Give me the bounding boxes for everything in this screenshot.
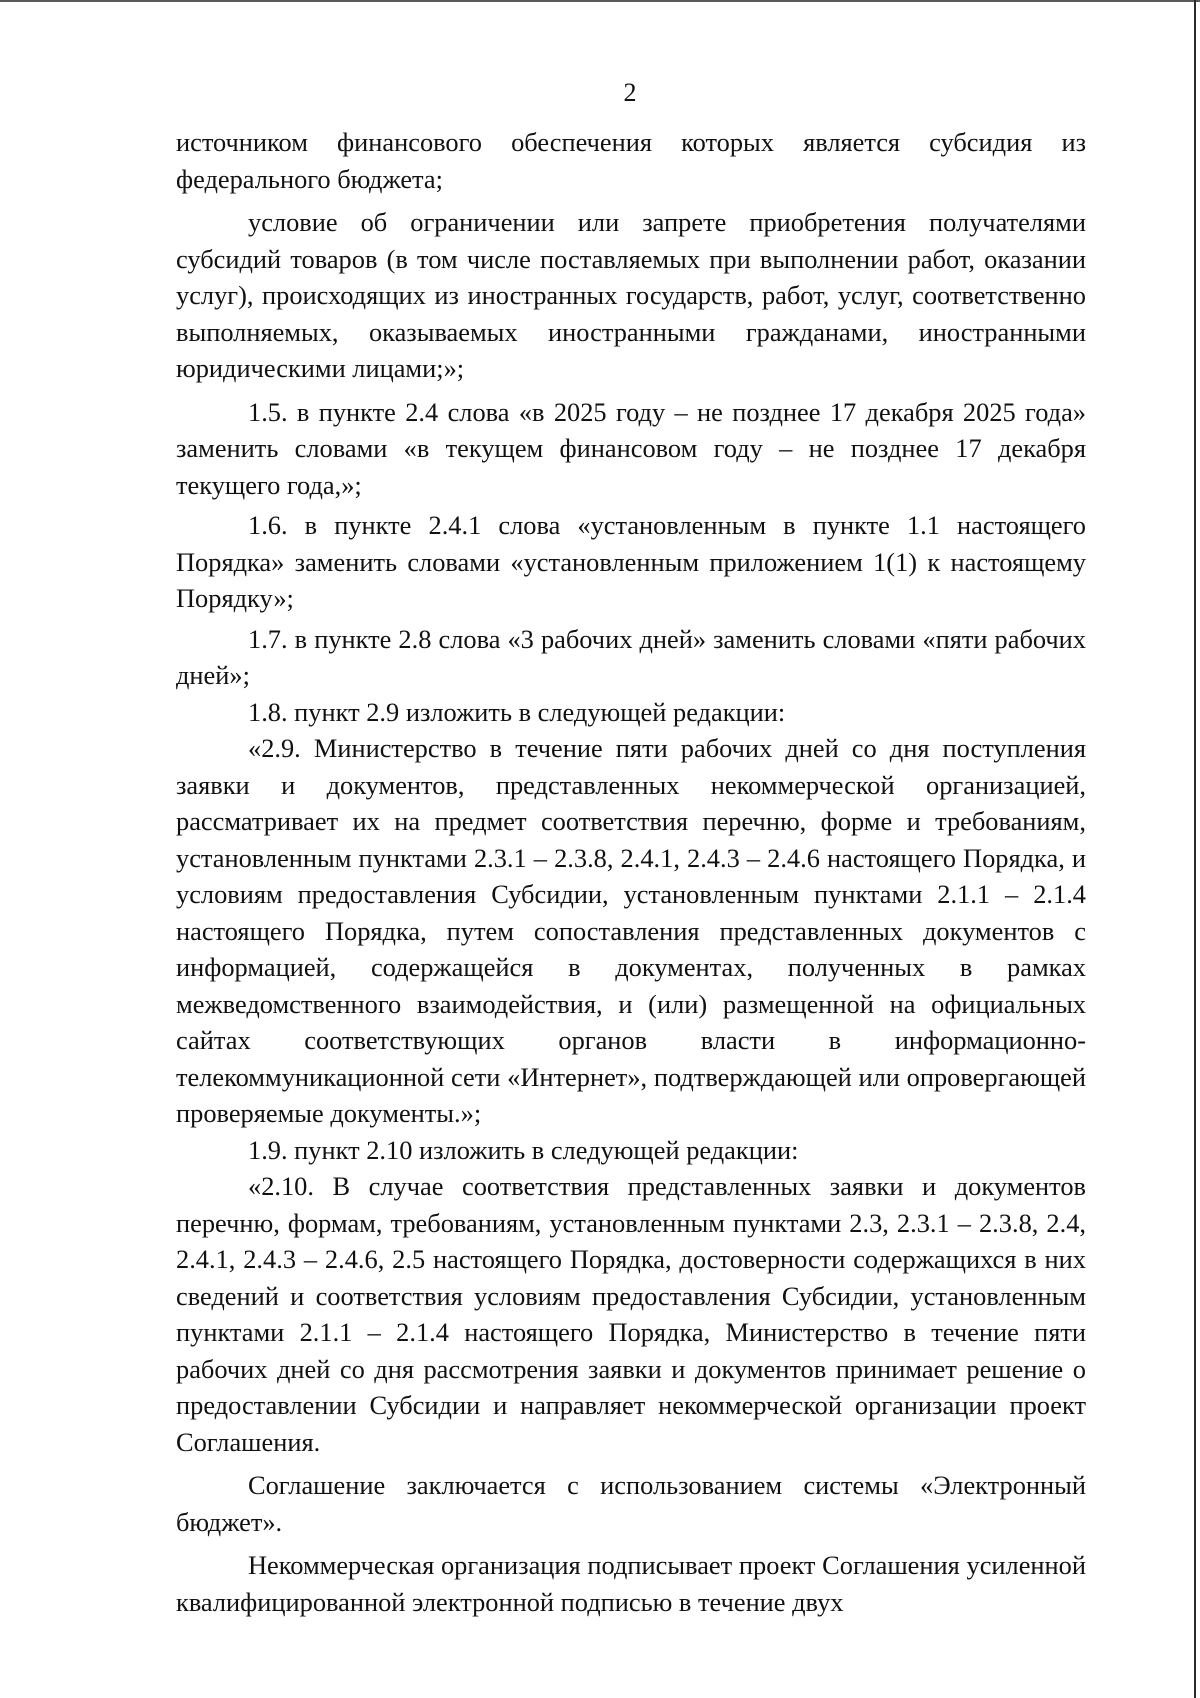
paragraph-1-7: 1.7. в пункте 2.8 слова «3 рабочих дней» заменить словами «пяти рабочих дней»; (176, 623, 1086, 690)
paragraph-restriction-condition: условие об ограничении или запрете приобретения получателями субсидий товаров (в том числе поставляемых при выполнении работ, оказании услуг), происходящих из иностранных государств, работ, услуг, соответственно выполняемых, оказываемых иностранными гражданами, иностранными юридическими лицами;»; (176, 207, 1086, 383)
paragraph-1-8: 1.8. пункт 2.9 изложить в следующей редакции: (248, 696, 786, 727)
paragraph-2-10: «2.10. В случае соответствия представленных заявки и документов перечню, формам, требованиям, установленным пунктами 2.3, 2.3.1 – 2.3.8, 2.4, 2.4.1, 2.4.3 – 2.4.6, 2.5 настоящего Порядка, достоверности содержащихся в них сведений и соответствия условиям предоставления Субсидии, установленным пунктами 2.1.1 – 2.1.4 настоящего Порядка, Министерство в течение пяти рабочих дней со дня рассмотрения заявки и документов принимает решение о предоставлении Субсидии и направляет некоммерческой организации проект Соглашения. (176, 1171, 1086, 1457)
paragraph-2-9: «2.9. Министерство в течение пяти рабочих дней со дня поступления заявки и документов, представленных некоммерческой организацией, рассматривает их на предмет соответствия перечню, форме и требованиям, установленным пунктами 2.3.1 – 2.3.8, 2.4.1, 2.4.3 – 2.4.6 настоящего Порядка, и условиям предоставления Субсидии, установленным пунктами 2.1.1 – 2.1.4 настоящего Порядка, путем сопоставления представленных документов с информацией, содержащейся в документах, полученных в рамках межведомственного взаимодействия, и (или) размещенной на официальных сайтах соответствующих органов власти в информационно-телекоммуникационной сети «Интернет», подтверждающей или опровергающей проверяемые документы.»; (176, 733, 1086, 1128)
paragraph-signature: Некоммерческая организация подписывает проект Соглашения усиленной квалифицированной электронной подписью в течение двух (176, 1550, 1086, 1617)
paragraph-1-6: 1.6. в пункте 2.4.1 слова «установленным в пункте 1.1 настоящего Порядка» заменить словами «установленным приложением 1(1) к настоящему Порядку»; (176, 510, 1086, 613)
paragraph-1-9: 1.9. пункт 2.10 изложить в следующей редакции: (248, 1134, 799, 1165)
scan-edge-top (0, 0, 1200, 2)
paragraph-agreement-system: Соглашение заключается с использованием системы «Электронный бюджет». (176, 1470, 1086, 1537)
page-number: 2 (623, 78, 637, 107)
scan-edge-right (1194, 0, 1196, 1698)
document-body (176, 124, 1086, 1620)
paragraph-continuation: источником финансового обеспечения которых является субсидия из федерального бюджета; (176, 127, 1086, 194)
paragraph-1-5: 1.5. в пункте 2.4 слова «в 2025 году – не позднее 17 декабря 2025 года» заменить словами «в текущем финансовом году – не позднее 17 декабря текущего года,»; (176, 396, 1086, 500)
